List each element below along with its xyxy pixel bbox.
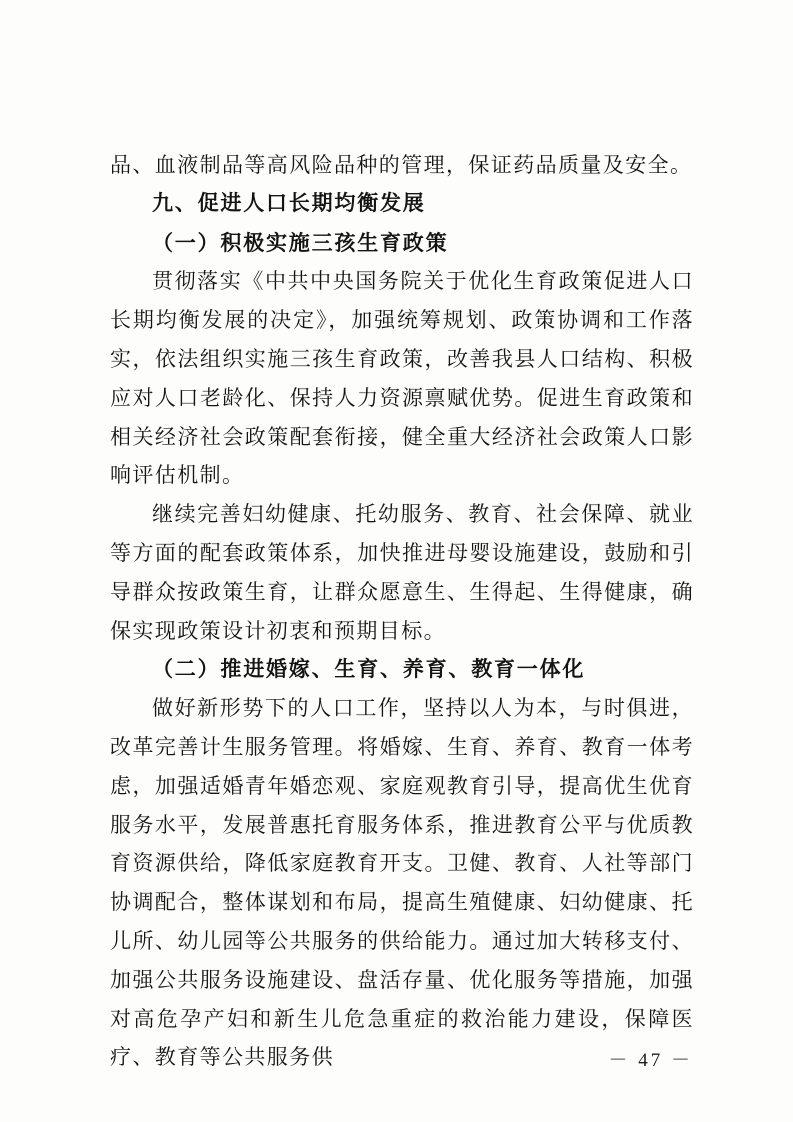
document-body xyxy=(110,146,694,1077)
section-heading: 九、促进人口长期均衡发展 xyxy=(152,191,426,215)
paragraph: 品、血液制品等高风险品种的管理，保证药品质量及安全。 xyxy=(110,153,693,177)
paragraph: 做好新形势下的人口工作，坚持以人为本，与时俱进，改革完善计生服务管理。将婚嫁、生育、养育、教育一体考虑，加强适婚青年婚恋观、家庭观教育引导，提高优生优育服务水平，发展普惠托育服务体系，推进教育公平与优质教育资源供给，降低家庭教育开支。卫健、教育、人社等部门协调配合，整体谋划和布局，提高生殖健康、妇幼健康、托儿所、幼儿园等公共服务的供给能力。通过加大转移支付、加强公共服务设施建设、盘活存量、优化服务等措施，加强对高危孕产妇和新生儿危急重症的救治能力建设，保障医疗、教育等公共服务供 xyxy=(110,696,694,1070)
paragraph: 贯彻落实《中共中央国务院关于优化生育政策促进人口长期均衡发展的决定》，加强统筹规划、政策协调和工作落实，依法组织实施三孩生育政策，改善我县人口结构、积极应对人口老龄化、保持人力资源禀赋优势。促进生育政策和相关经济社会政策配套衔接，健全重大经济社会政策人口影响评估机制。 xyxy=(110,269,694,488)
page-number: － 47 － xyxy=(608,1050,693,1071)
paragraph: 继续完善妇幼健康、托幼服务、教育、社会保障、就业等方面的配套政策体系，加快推进母婴设施建设，鼓励和引导群众按政策生育，让群众愿意生、生得起、生得健康，确保实现政策设计初衷和预期目标。 xyxy=(110,502,694,643)
section-heading: （二）推进婚嫁、生育、养育、教育一体化 xyxy=(152,657,586,682)
section-heading: （一）积极实施三孩生育政策 xyxy=(152,230,449,255)
